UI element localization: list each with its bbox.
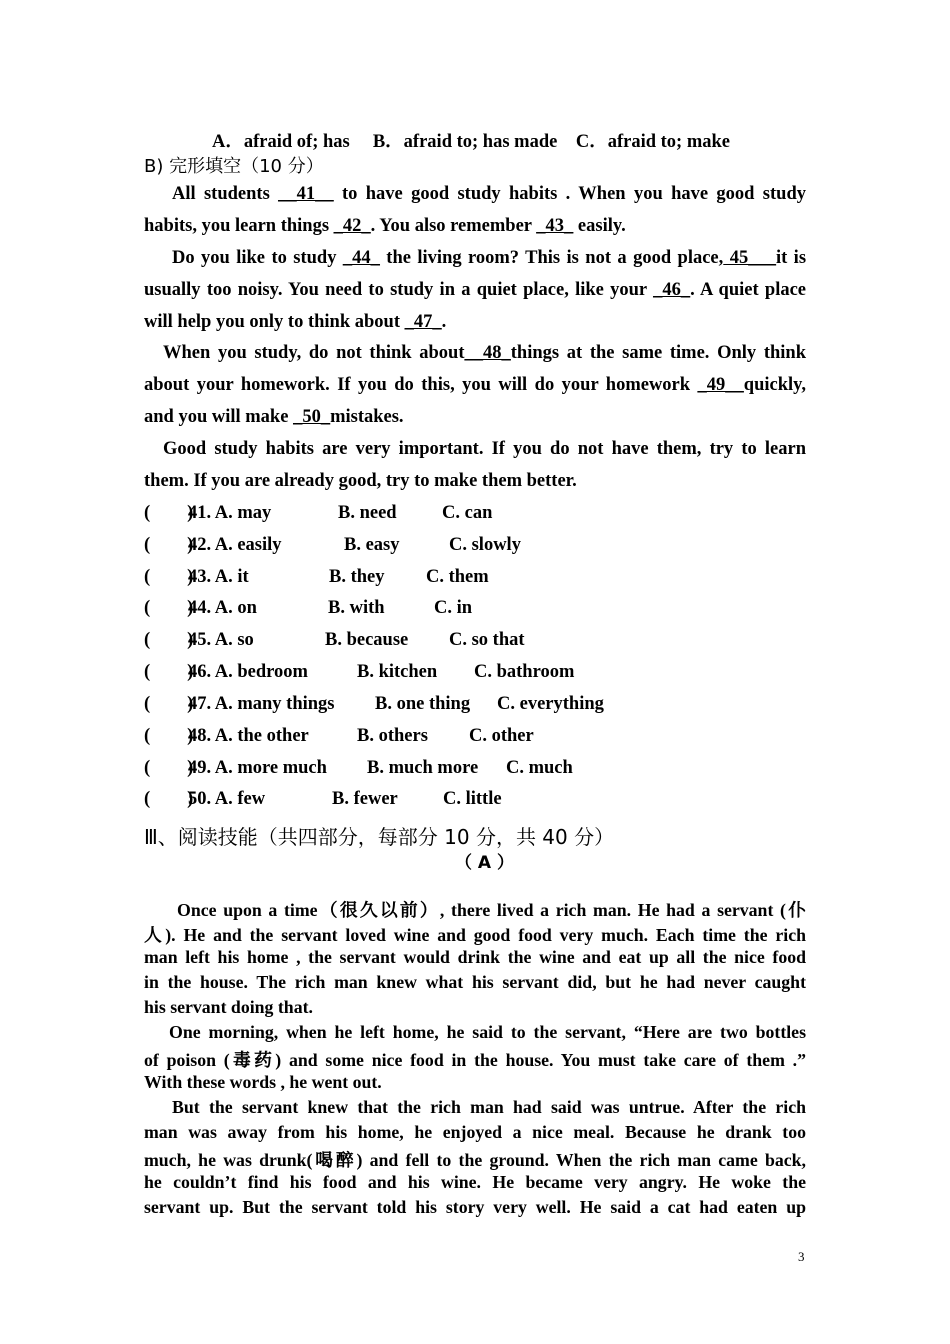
previous-question-options: A．afraid of; has B．afraid to; has made C．afraid to; make bbox=[212, 132, 730, 152]
answer-bracket[interactable]: ( ) bbox=[144, 694, 194, 714]
question-50-option-a: 50. A. few bbox=[188, 789, 266, 809]
blank-49: _49__ bbox=[697, 375, 744, 395]
answer-bracket[interactable]: ( ) bbox=[144, 567, 194, 587]
cloze-section-title: B) 完形填空（10 分） bbox=[144, 156, 324, 177]
cloze-p4-line2: them. If you are already good, try to make them better. bbox=[144, 471, 577, 491]
cloze-p2-line3: will help you only to think about _47_. bbox=[144, 312, 447, 332]
reading-line: But the servant knew that the rich man had said was untrue. After the rich bbox=[172, 1097, 806, 1117]
answer-bracket[interactable]: ( ) bbox=[144, 726, 194, 746]
question-43-option-a: 43. A. it bbox=[188, 567, 249, 587]
answer-bracket[interactable]: ( ) bbox=[144, 662, 194, 682]
question-41-option-c: C. can bbox=[442, 503, 493, 523]
question-47-option-c: C. everything bbox=[497, 694, 604, 714]
answer-bracket[interactable]: ( ) bbox=[144, 758, 194, 778]
question-44-option-c: C. in bbox=[434, 598, 473, 618]
cloze-p2-line1: Do you like to study _44_ the living room? This is not a good place, 45___it is bbox=[172, 248, 807, 268]
question-46-option-b: B. kitchen bbox=[357, 662, 438, 682]
reading-line: servant up. But the servant told his story very well. He said a cat had eaten up bbox=[144, 1197, 806, 1217]
answer-bracket[interactable]: ( ) bbox=[144, 535, 194, 555]
blank-43: _43_ bbox=[536, 216, 574, 236]
cloze-p3-line3: and you will make _50_mistakes. bbox=[144, 407, 404, 427]
question-50-option-b: B. fewer bbox=[332, 789, 398, 809]
answer-bracket[interactable]: ( ) bbox=[144, 503, 194, 523]
question-46-option-a: 46. A. bedroom bbox=[188, 662, 308, 682]
question-44-option-a: 44. A. on bbox=[188, 598, 257, 618]
reading-line: With these words , he went out. bbox=[144, 1072, 382, 1092]
reading-line: he couldn’t find his food and his wine. He became very angry. He woke the bbox=[144, 1172, 806, 1192]
cloze-p3-line2: about your homework. If you do this, you will do your homework _49__quickly, bbox=[144, 375, 806, 395]
reading-part-label: （ A ） bbox=[455, 853, 514, 873]
answer-bracket[interactable]: ( ) bbox=[144, 789, 194, 809]
question-44-option-b: B. with bbox=[328, 598, 385, 618]
question-45-option-a: 45. A. so bbox=[188, 630, 254, 650]
reading-line: man left his home , the servant would drink the wine and eat up all the nice food bbox=[144, 947, 806, 967]
question-48-option-b: B. others bbox=[357, 726, 428, 746]
blank-41: __41__ bbox=[278, 184, 334, 204]
question-41-option-a: 41. A. may bbox=[188, 503, 272, 523]
reading-line: much, he was drunk(喝醉) and fell to the ground. When the rich man came back, bbox=[144, 1150, 806, 1170]
reading-line: of poison (毒药) and some nice food in the house. You must take care of them .” bbox=[144, 1050, 806, 1070]
cloze-p3-line1: When you study, do not think about__48_things at the same time. Only think bbox=[163, 343, 806, 363]
reading-line: One morning, when he left home, he said to the servant, “Here are two bottles bbox=[169, 1022, 806, 1042]
reading-line: in the house. The rich man knew what his servant did, but he had never caught bbox=[144, 972, 806, 992]
question-42-option-b: B. easy bbox=[344, 535, 400, 555]
cloze-p4-line1: Good study habits are very important. If you do not have them, try to learn bbox=[163, 439, 806, 459]
question-49-option-c: C. much bbox=[506, 758, 573, 778]
page-number: 3 bbox=[798, 1249, 805, 1264]
reading-line: Once upon a time（很久以前）, there lived a rich man. He had a servant (仆 bbox=[177, 900, 806, 920]
blank-48: __48_ bbox=[464, 343, 511, 363]
blank-44: _44_ bbox=[342, 248, 380, 268]
blank-47: _47_ bbox=[404, 312, 442, 332]
question-48-option-c: C. other bbox=[469, 726, 534, 746]
question-42-option-a: 42. A. easily bbox=[188, 535, 282, 555]
question-47-option-b: B. one thing bbox=[375, 694, 471, 714]
reading-section-title: Ⅲ、阅读技能（共四部分，每部分 10 分，共 40 分） bbox=[144, 825, 615, 849]
question-47-option-a: 47. A. many things bbox=[188, 694, 335, 714]
reading-line: man was away from his home, he enjoyed a nice meal. Because he drank too bbox=[144, 1122, 806, 1142]
question-45-option-b: B. because bbox=[325, 630, 409, 650]
reading-line: 人). He and the servant loved wine and good food very much. Each time the rich bbox=[144, 925, 806, 945]
blank-45: 45___ bbox=[723, 248, 776, 268]
cloze-p1-line2: habits, you learn things _42_. You also remember _43_ easily. bbox=[144, 216, 626, 236]
question-41-option-b: B. need bbox=[338, 503, 397, 523]
question-45-option-c: C. so that bbox=[449, 630, 525, 650]
answer-bracket[interactable]: ( ) bbox=[144, 598, 194, 618]
blank-50: _50_ bbox=[293, 407, 331, 427]
question-48-option-a: 48. A. the other bbox=[188, 726, 309, 746]
blank-42: _42_ bbox=[333, 216, 371, 236]
question-49-option-b: B. much more bbox=[367, 758, 479, 778]
question-43-option-b: B. they bbox=[329, 567, 385, 587]
blank-46: _46_ bbox=[653, 280, 691, 300]
reading-line: his servant doing that. bbox=[144, 997, 313, 1017]
question-42-option-c: C. slowly bbox=[449, 535, 521, 555]
question-49-option-a: 49. A. more much bbox=[188, 758, 327, 778]
cloze-p1-line1: All students __41__ to have good study habits . When you have good study bbox=[172, 184, 806, 204]
question-43-option-c: C. them bbox=[426, 567, 489, 587]
question-50-option-c: C. little bbox=[443, 789, 502, 809]
cloze-p2-line2: usually too noisy. You need to study in a quiet place, like your _46_. A quiet place bbox=[144, 280, 807, 300]
answer-bracket[interactable]: ( ) bbox=[144, 630, 194, 650]
question-46-option-c: C. bathroom bbox=[474, 662, 575, 682]
